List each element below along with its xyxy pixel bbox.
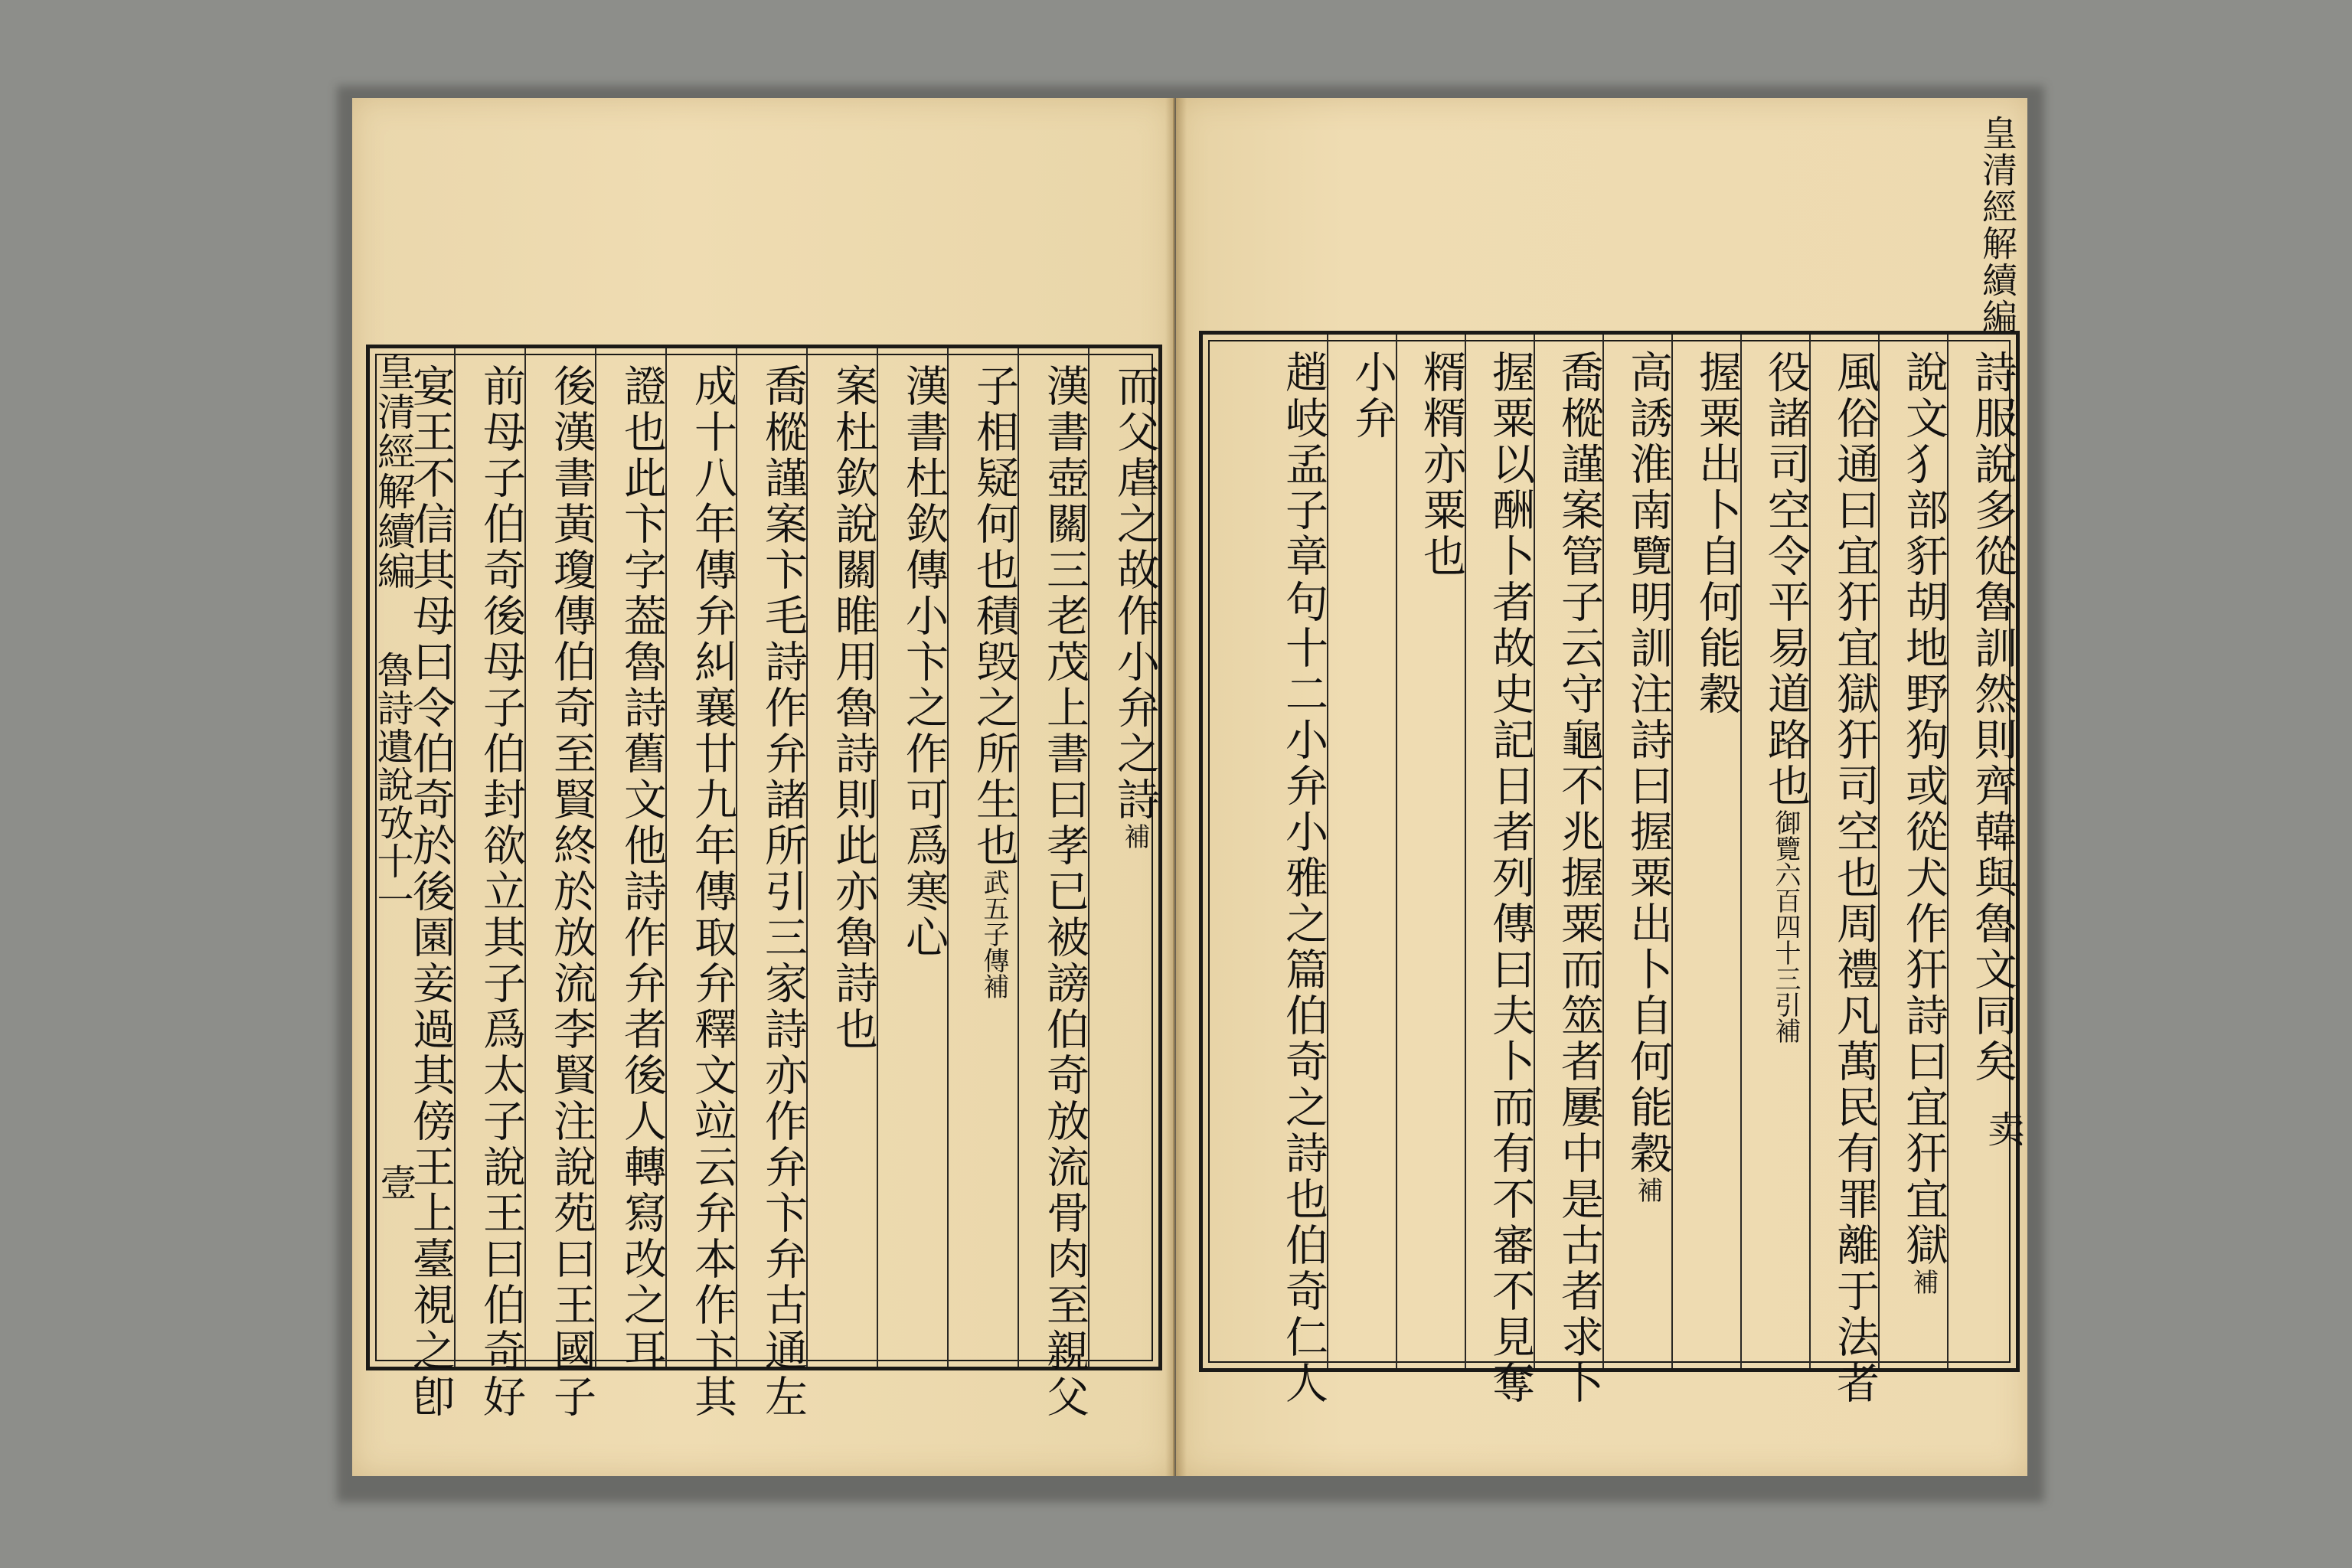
book-gutter bbox=[1165, 98, 1187, 1476]
right-margin-title: 皇清經解續編 bbox=[1977, 115, 2018, 335]
right-column-6: 高誘淮南覽明訓注詩曰握粟出卜自何能穀補 bbox=[1602, 335, 1671, 1368]
left-margin-title: 皇清經解續編 bbox=[371, 352, 416, 591]
left-column-4: 漢書杜欽傳小卞之作可爲寒心 bbox=[877, 348, 947, 1367]
left-column-6: 喬樅謹案卞毛詩作弁諸所引三家詩亦作弁卞弁古通左 bbox=[736, 348, 806, 1367]
left-column-7: 成十八年傳弁糾襄廿九年傳取弁釋文竝云弁本作卞其 bbox=[665, 348, 736, 1367]
right-margin-page-number: 卖 bbox=[1981, 1110, 2024, 1148]
right-column-10: 小弁 bbox=[1327, 335, 1396, 1368]
right-column-2: 說文犭部豻胡地野狗或從犬作犴詩曰宜犴宜獄補 bbox=[1878, 335, 1947, 1368]
left-column-9: 後漢書黃瓊傳伯奇至賢終於放流李賢注說苑曰王國子 bbox=[524, 348, 595, 1367]
right-text-frame bbox=[1199, 331, 2020, 1406]
left-column-10: 前母子伯奇後母子伯封欲立其子爲太子說王曰伯奇好 bbox=[454, 348, 524, 1367]
left-margin-subtitle: 魯詩遺說攷十一 bbox=[371, 651, 413, 919]
right-column-1: 詩服說多從魯訓然則齊韓與魯文同矣 bbox=[1947, 335, 2016, 1368]
left-column-3: 子相疑何也積毁之所生也武五子傳補 bbox=[947, 348, 1018, 1367]
right-column-5: 握粟出卜自何能穀 bbox=[1671, 335, 1740, 1368]
left-column-2: 漢書壺關三老茂上書曰孝已被謗伯奇放流骨肉至親父 bbox=[1018, 348, 1088, 1367]
left-column-1: 而父虐之故作小弁之詩補 bbox=[1088, 348, 1158, 1367]
right-column-4: 役諸司空令平易道路也御覽六百四十三引補 bbox=[1740, 335, 1809, 1368]
left-margin-page-number: 壹 bbox=[374, 1164, 416, 1202]
right-column-8: 握粟以酬卜者故史記日者列傳曰夫卜而有不審不見奪 bbox=[1465, 335, 1534, 1368]
left-text-frame bbox=[366, 345, 1162, 1420]
left-column-8: 證也此卞字葢魯詩舊文他詩作弁者後人轉寫改之耳 bbox=[595, 348, 665, 1367]
right-column-11: 趙岐孟子章句十二小弁小雅之篇伯奇之詩也伯奇仁人 bbox=[1279, 350, 1328, 1406]
left-column-11: 宴王不信其母曰令伯奇於後園妾過其傍王上臺視之卽 bbox=[406, 364, 456, 1420]
right-column-7: 喬樅謹案管子云守龜不兆握粟而筮者屢中是古者求卜 bbox=[1534, 335, 1602, 1368]
right-column-3: 風俗通曰宜犴宜獄犴司空也周禮凡萬民有罪離于法者 bbox=[1809, 335, 1878, 1368]
right-column-9: 糈糈亦粟也 bbox=[1396, 335, 1465, 1368]
left-column-5: 案杜欽說關睢用魯詩則此亦魯詩也 bbox=[806, 348, 877, 1367]
